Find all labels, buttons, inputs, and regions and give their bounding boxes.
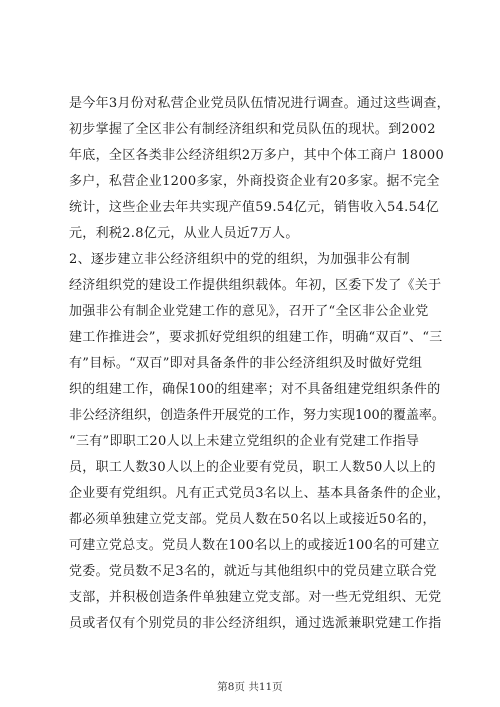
body-text-line: 织的组建工作，确保100的组建率；对不具备组建党组织条件的	[69, 382, 441, 397]
body-text-line: 支部，并积极创造条件单独建立党支部。对一些无党组织、无党	[69, 590, 442, 605]
body-text-line: 年底，全区各类非公经济组织2万多户，其中个体工商户 18000	[69, 148, 445, 163]
body-text-line: 初步掌握了全区非公有制经济组织和党员队伍的现状。到2002	[69, 122, 436, 137]
body-text-line: 是今年3月份对私营企业党员队伍情况进行调查。通过这些调查，	[69, 96, 450, 111]
body-text-line: “三有”即职工20人以上未建立党组织的企业有党建工作指导	[69, 434, 420, 449]
body-text-line: 员或者仅有个别党员的非公经济组织，通过选派兼职党建工作指	[69, 616, 442, 631]
body-text-line: 有”目标。“双百”即对具备条件的非公经济组织及时做好党组	[69, 356, 423, 371]
body-text-line: 非公经济组织，创造条件开展党的工作，努力实现100的覆盖率。	[69, 408, 445, 423]
body-text-line: 统计，这些企业去年共实现产值59.54亿元，销售收入54.54亿	[69, 200, 440, 215]
body-text-line: 企业要有党组织。凡有正式党员3名以上、基本具备条件的企业，	[69, 486, 450, 501]
body-text-line: 加强非公有制企业党建工作的意见》，召开了“全区非公企业党	[69, 304, 429, 319]
page-number-footer: 第8页 共11页	[217, 681, 283, 693]
body-text-line: 党委。党员数不足3名的，就近与其他组织中的党员建立联合党	[69, 564, 437, 579]
body-text-line: 员，职工人数30人以上的企业要有党员，职工人数50人以上的	[69, 460, 436, 475]
body-text-line: 都必须单独建立党支部。党员人数在50名以上或接近50名的，	[69, 512, 436, 527]
body-text-line: 元，利税2.8亿元，从业人员近7万人。	[69, 226, 299, 241]
body-text-line: 建工作推进会”，要求抓好党组织的组建工作，明确“双百”、“三	[69, 330, 443, 345]
body-text-line: 可建立党总支。党员人数在100名以上的或接近100名的可建立	[69, 538, 440, 553]
body-text-line: 多户，私营企业1200多家，外商投资企业有20多家。据不完全	[69, 174, 440, 189]
body-text-line: 2、逐步建立非公经济组织中的党的组织，为加强非公有制	[69, 252, 411, 267]
body-text-line: 经济组织党的建设工作提供组织载体。年初，区委下发了《关于	[69, 278, 442, 293]
